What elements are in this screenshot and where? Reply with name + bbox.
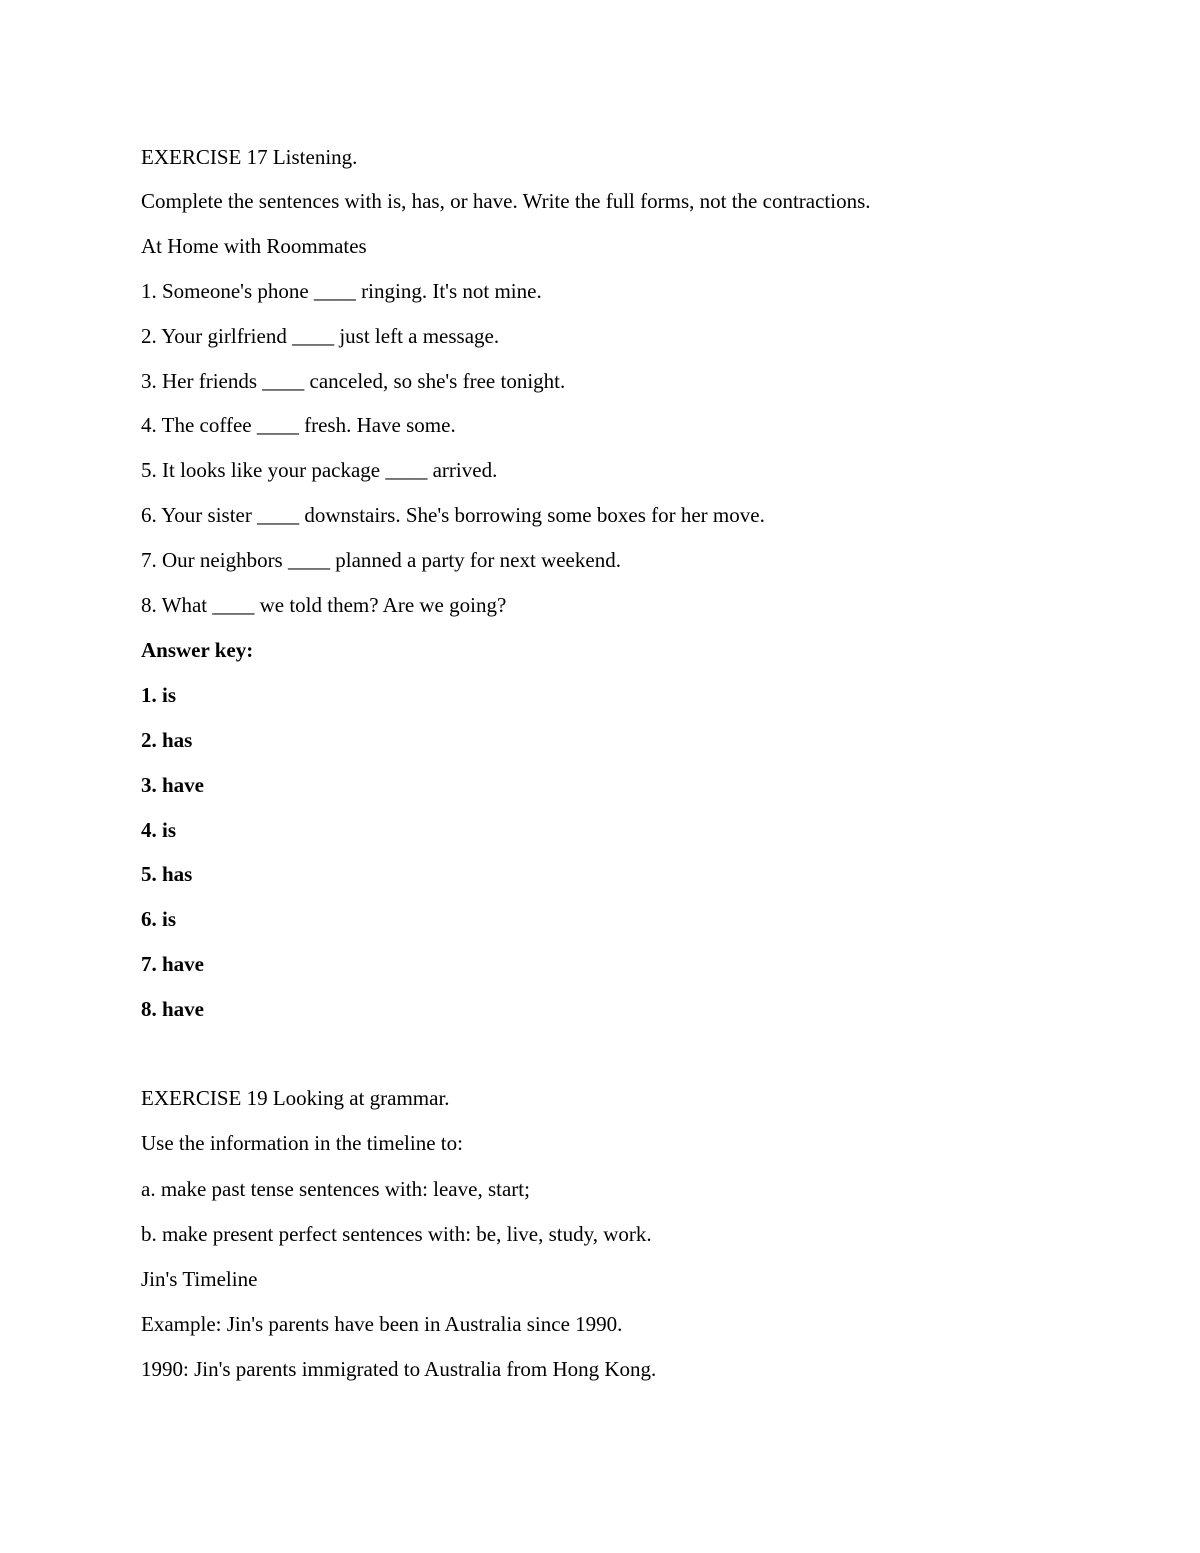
answer-item: 8. have — [141, 997, 204, 1021]
timeline-example: Example: Jin's parents have been in Australia since 1990. — [141, 1312, 623, 1336]
exercise-item: 8. What ____ we told them? Are we going? — [141, 593, 507, 617]
exercise-19-item-b: b. make present perfect sentences with: be, live, study, work. — [141, 1222, 652, 1246]
answer-item: 1. is — [141, 683, 177, 707]
answer-item: 6. is — [141, 907, 177, 931]
answer-item: 3. have — [141, 773, 204, 797]
exercise-17-instructions: Complete the sentences with is, has, or have. Write the full forms, not the contractions. — [141, 189, 871, 213]
answer-item: 4. is — [141, 818, 177, 842]
exercise-item: 2. Your girlfriend ____ just left a message. — [141, 324, 500, 348]
exercise-item: 6. Your sister ____ downstairs. She's borrowing some boxes for her move. — [141, 503, 765, 527]
answer-item: 5. has — [141, 862, 193, 886]
exercise-item: 3. Her friends ____ canceled, so she's free tonight. — [141, 369, 566, 393]
exercise-item: 4. The coffee ____ fresh. Have some. — [141, 413, 456, 437]
timeline-title: Jin's Timeline — [141, 1267, 258, 1291]
exercise-17-heading: EXERCISE 17 Listening. — [141, 145, 358, 169]
exercise-item: 7. Our neighbors ____ planned a party for next weekend. — [141, 548, 621, 572]
exercise-17-subtitle: At Home with Roommates — [141, 234, 367, 258]
exercise-item: 5. It looks like your package ____ arrived. — [141, 458, 498, 482]
exercise-19-instructions: Use the information in the timeline to: — [141, 1131, 463, 1155]
answer-item: 7. have — [141, 952, 204, 976]
timeline-entry-1990: 1990: Jin's parents immigrated to Australia from Hong Kong. — [141, 1357, 657, 1381]
exercise-item: 1. Someone's phone ____ ringing. It's not mine. — [141, 279, 542, 303]
exercise-19-item-a: a. make past tense sentences with: leave, start; — [141, 1177, 530, 1201]
exercise-19-heading: EXERCISE 19 Looking at grammar. — [141, 1086, 450, 1110]
answer-key-label: Answer key: — [141, 638, 254, 662]
answer-item: 2. has — [141, 728, 193, 752]
